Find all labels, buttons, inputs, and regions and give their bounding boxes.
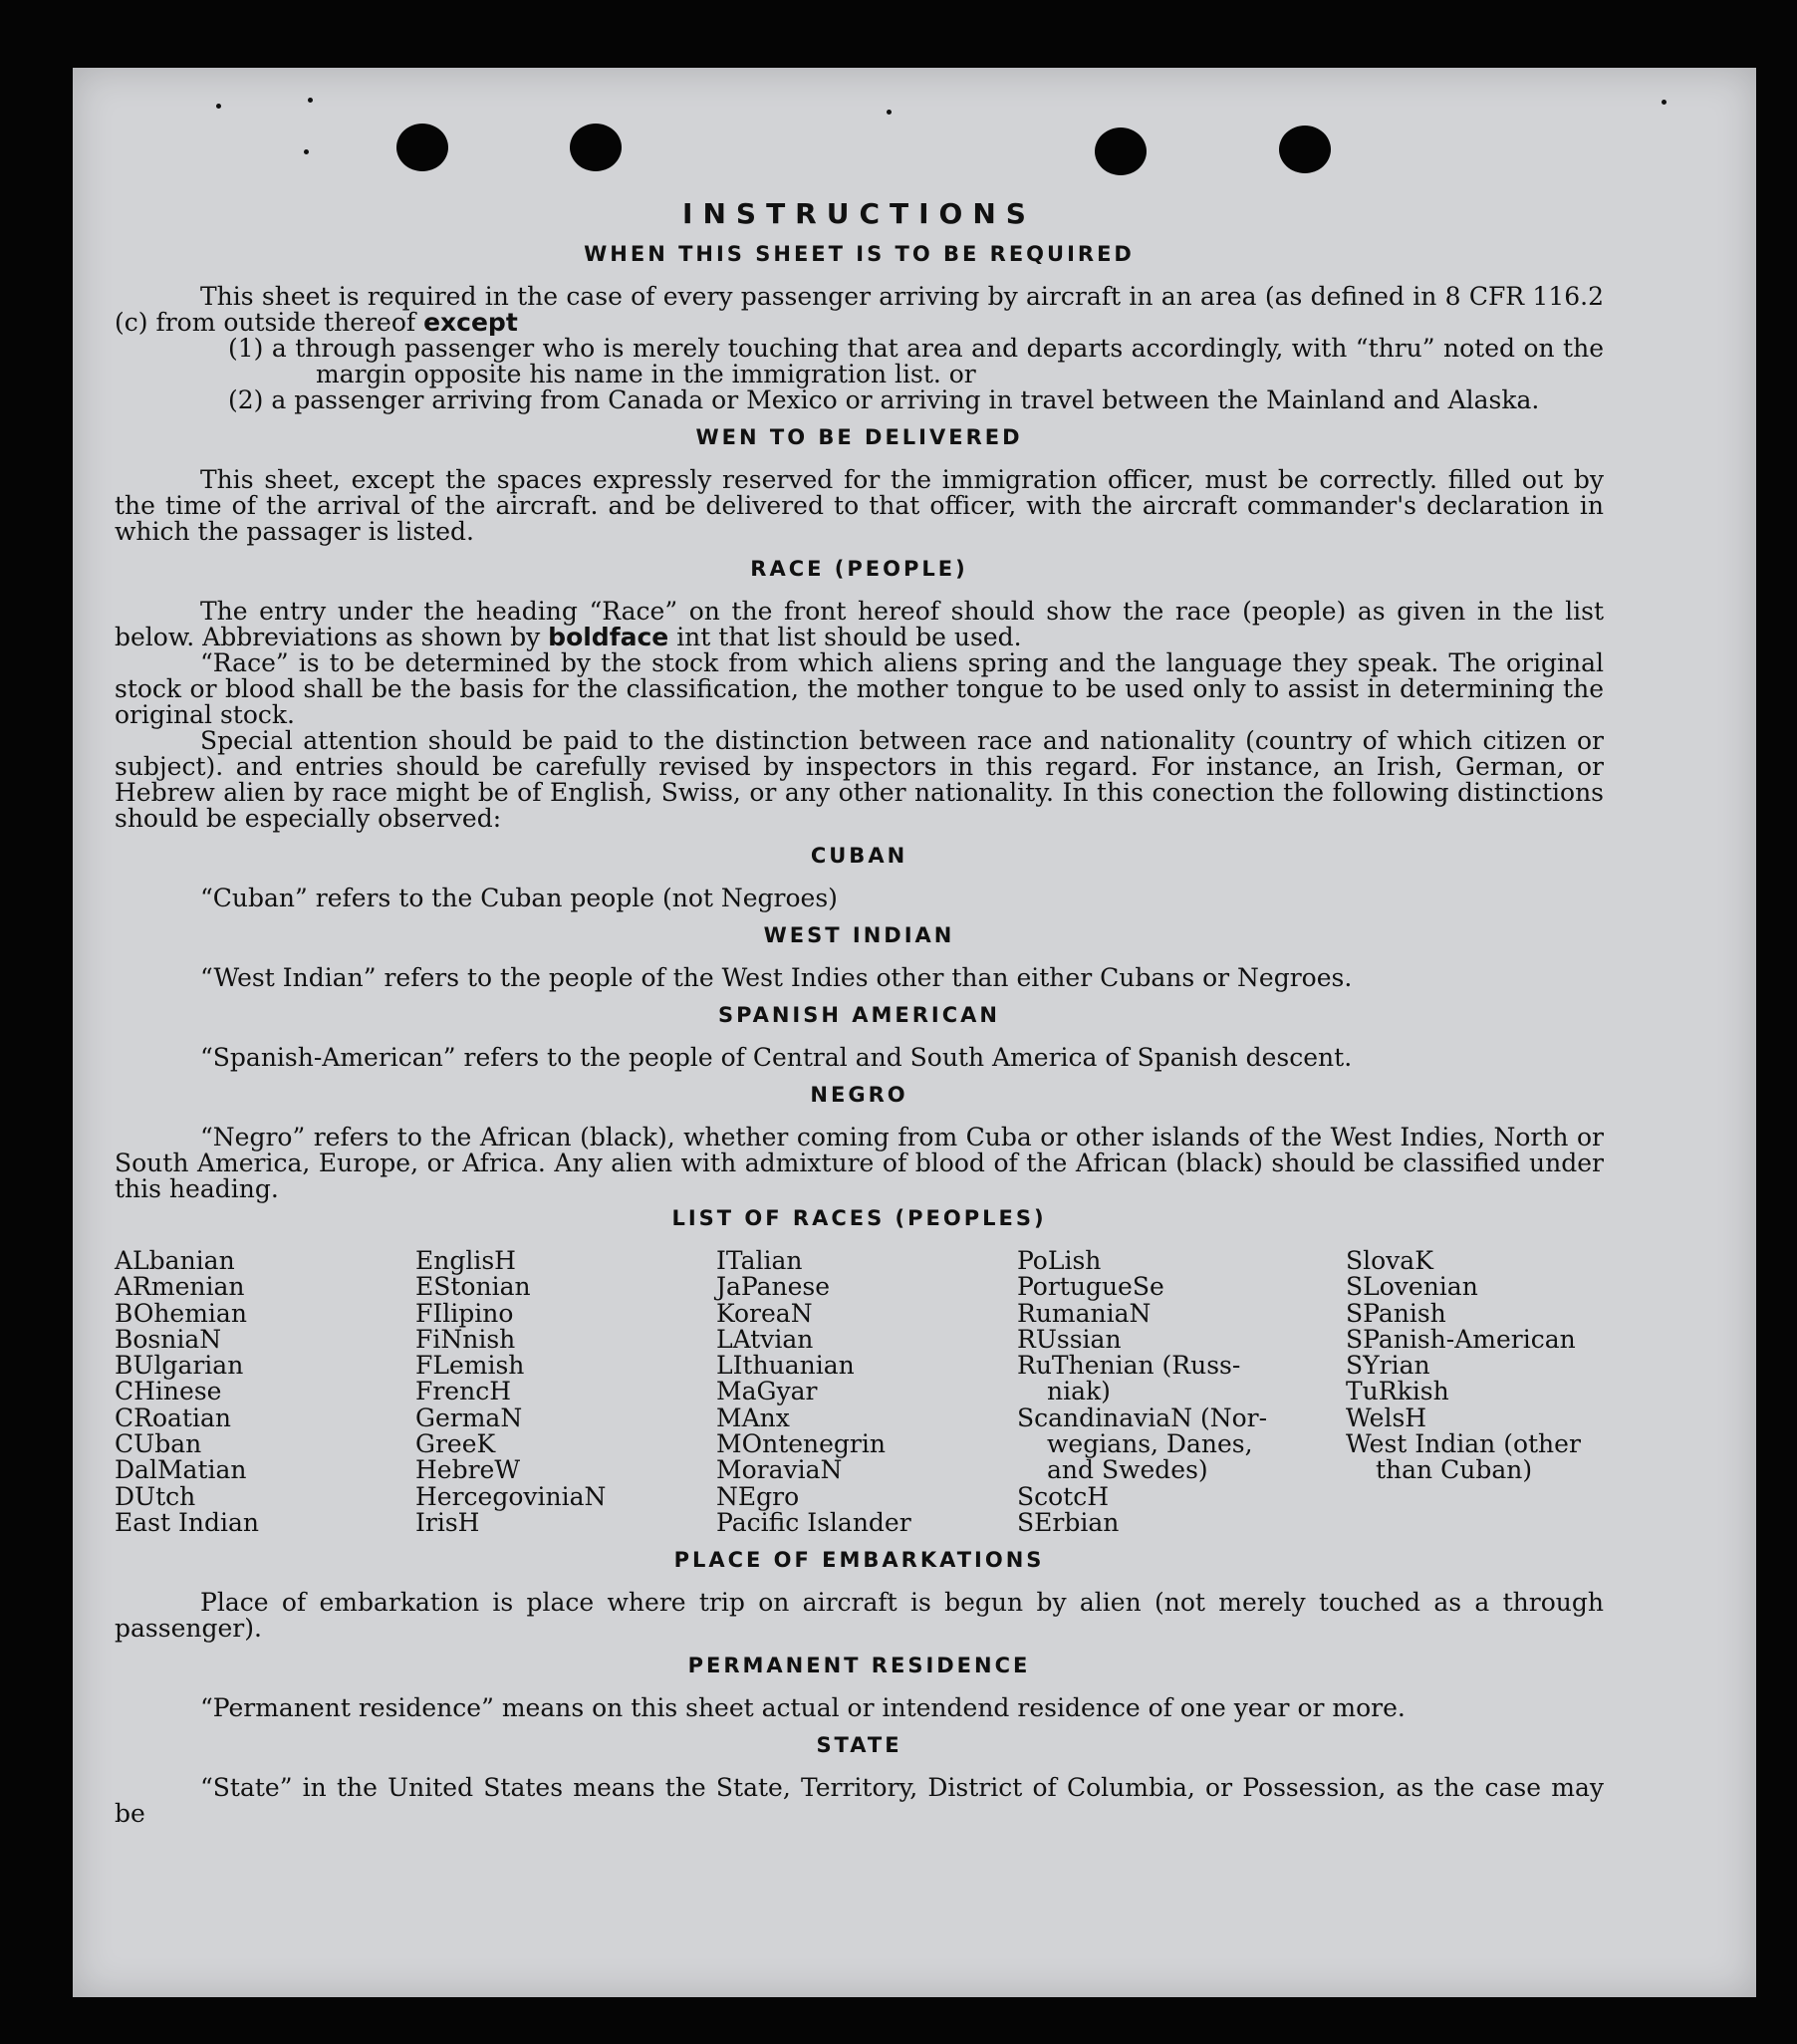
race-entry: DalMatian — [115, 1455, 247, 1485]
race-entry: FLemish — [415, 1351, 525, 1381]
race-entry: MoraviaN — [716, 1455, 843, 1485]
race-entry: EStonian — [415, 1272, 531, 1302]
heading-negro: NEGRO — [810, 1083, 908, 1107]
race-entry: ITalian — [716, 1246, 803, 1275]
race-entry: MAnx — [716, 1403, 790, 1432]
race-entry: RumaniaN — [1017, 1298, 1152, 1328]
punch-hole — [1095, 128, 1147, 175]
race-entry: than Cuban) — [1376, 1455, 1533, 1485]
race-entry: ScotcH — [1017, 1481, 1110, 1511]
races-column-5 — [1346, 1248, 1604, 1536]
negro-text: “Negro” refers to the African (black), whether coming from Cuba or other islands of the West Indies, North or South America, Europe, or Africa. Any alien with admixture of blood of the African (black) should be classified under this heading. — [115, 1123, 1604, 1203]
race-entry: East Indian — [115, 1507, 259, 1537]
dust-speck — [1662, 100, 1667, 105]
dust-speck — [308, 98, 313, 103]
races-column-1 — [115, 1248, 415, 1536]
residence-text: “Permanent residence” means on this sheet actual or intendend residence of one year or more. — [200, 1693, 1406, 1723]
race-paragraph-2: “Race” is to be determined by the stock from which aliens spring and the language they speak. The original stock or blood shall be the basis for the classification, the mother tongue to be used only to assist in determining the original stock. — [115, 648, 1604, 729]
race-entry: ScandinaviaN (Nor- — [1017, 1403, 1268, 1432]
race-entry: and Swedes) — [1047, 1455, 1208, 1485]
punch-hole — [396, 124, 448, 171]
race-entry: HercegoviniaN — [415, 1481, 607, 1511]
race-entry: LAtvian — [716, 1324, 814, 1354]
race-paragraph-1 — [115, 599, 1604, 650]
heading-list-of-races: LIST OF RACES (PEOPLES) — [671, 1206, 1047, 1230]
embarkation-text: Place of embarkation is place where trip on aircraft is begun by alien (not merely touched as a through passenger). — [115, 1588, 1604, 1644]
punch-hole — [1279, 126, 1331, 173]
race-entry: SErbian — [1017, 1507, 1120, 1537]
race-entry: BUlgarian — [115, 1351, 244, 1381]
heading-required: WHEN THIS SHEET IS TO BE REQUIRED — [584, 242, 1135, 266]
race-entry: WelsH — [1346, 1403, 1427, 1432]
races-column-3 — [716, 1248, 1017, 1536]
required-except: except — [423, 308, 518, 337]
race-p1-bold: boldface — [548, 623, 669, 651]
heading-cuban: CUBAN — [810, 844, 908, 868]
state-text: “State” in the United States means the State, Territory, District of Columbia, or Possession, as the case may be — [115, 1773, 1604, 1829]
race-entry: BosniaN — [115, 1324, 222, 1354]
punch-hole — [570, 124, 622, 171]
race-entry: FrencH — [415, 1377, 511, 1406]
race-entry: EnglisH — [415, 1246, 516, 1275]
race-entry: GreeK — [415, 1429, 496, 1459]
race-paragraph-3: Special attention should be paid to the distinction between race and nationality (country of which citizen or subject). and entries should be carefully revised by inspectors in this regard. For instance, an Irish, German, or Hebrew alien by race might be of English, Swiss, or any other nationality. In this conection the following distinctions should be especially observed: — [115, 726, 1604, 833]
delivered-text: This sheet, except the spaces expressly reserved for the immigration officer, must be correctly. filled out by the time of the arrival of the aircraft. and be delivered to that officer, with the aircraft commander's declaration in which the passager is listed. — [115, 465, 1604, 546]
race-entry: PoLish — [1017, 1246, 1102, 1275]
race-entry: CHinese — [115, 1377, 222, 1406]
race-entry: LIthuanian — [716, 1351, 855, 1381]
race-entry: FiNnish — [415, 1324, 516, 1354]
heading-delivered: WEN TO BE DELIVERED — [695, 425, 1023, 449]
race-entry: ARmenian — [115, 1272, 245, 1302]
race-entry: RUssian — [1017, 1324, 1122, 1354]
page-title: INSTRUCTIONS — [682, 197, 1036, 230]
race-entry: SYrian — [1346, 1351, 1430, 1381]
race-entry: GermaN — [415, 1403, 523, 1432]
required-intro — [115, 284, 1604, 336]
heading-embarkation: PLACE OF EMBARKATIONS — [673, 1548, 1045, 1573]
race-entry: DUtch — [115, 1481, 196, 1511]
cuban-text: “Cuban” refers to the Cuban people (not Negroes) — [200, 884, 838, 912]
races-list — [115, 1248, 1604, 1536]
races-column-2 — [415, 1248, 716, 1536]
race-entry: MaGyar — [716, 1377, 818, 1406]
required-item-1: (1) a through passenger who is merely touching that area and departs accordingly, with “thru” noted on the margin opposite his name in the immigration list. or — [228, 334, 1604, 388]
race-entry: CUban — [115, 1429, 202, 1459]
heading-race: RACE (PEOPLE) — [750, 557, 968, 581]
document-sheet — [73, 68, 1756, 1997]
race-entry: SlovaK — [1346, 1246, 1433, 1275]
heading-west-indian: WEST INDIAN — [763, 923, 955, 947]
race-entry: West Indian (other — [1346, 1429, 1581, 1459]
instructions-content — [115, 197, 1604, 1827]
west-indian-text: “West Indian” refers to the people of the West Indies other than either Cubans or Negroes. — [200, 963, 1353, 992]
race-entry: JaPanese — [716, 1272, 831, 1302]
race-entry: SPanish-American — [1346, 1324, 1576, 1354]
race-entry: IrisH — [415, 1507, 480, 1537]
dust-speck — [216, 104, 221, 109]
race-entry: wegians, Danes, — [1047, 1429, 1253, 1459]
race-entry: FIlipino — [415, 1298, 514, 1328]
dust-speck — [887, 110, 892, 115]
race-entry: SLovenian — [1346, 1272, 1478, 1302]
heading-state: STATE — [816, 1733, 902, 1758]
race-entry: niak) — [1047, 1377, 1111, 1406]
races-column-4 — [1017, 1248, 1346, 1536]
race-entry: CRoatian — [115, 1403, 231, 1432]
spanish-american-text: “Spanish-American” refers to the people of Central and South America of Spanish descent. — [200, 1043, 1353, 1072]
race-entry: MOntenegrin — [716, 1429, 886, 1459]
required-item-2: (2) a passenger arriving from Canada or Mexico or arriving in travel between the Mainland and Alaska. — [228, 385, 1540, 414]
race-entry: TuRkish — [1346, 1377, 1449, 1406]
race-entry: BOhemian — [115, 1298, 247, 1328]
race-entry: KoreaN — [716, 1298, 813, 1328]
race-entry: ALbanian — [115, 1246, 235, 1275]
race-entry: NEgro — [716, 1481, 800, 1511]
race-entry: HebreW — [415, 1455, 521, 1485]
race-entry: RuThenian (Russ- — [1017, 1351, 1241, 1381]
race-p1-text: The entry under the heading “Race” on the front hereof should show the race (people) as given in the list below. Abbreviations as shown by — [115, 597, 1604, 651]
heading-spanish-american: SPANISH AMERICAN — [718, 1003, 1000, 1027]
race-entry: PortugueSe — [1017, 1272, 1164, 1302]
race-p1-end: int that list should be used. — [676, 623, 1022, 651]
heading-permanent-residence: PERMANENT RESIDENCE — [687, 1654, 1031, 1678]
race-entry: SPanish — [1346, 1298, 1446, 1328]
dust-speck — [304, 149, 309, 154]
required-intro-text: This sheet is required in the case of every passenger arriving by aircraft in an area (as defined in 8 CFR 116.2 (c) from outside thereof — [115, 282, 1604, 337]
race-entry: Pacific Islander — [716, 1507, 911, 1537]
